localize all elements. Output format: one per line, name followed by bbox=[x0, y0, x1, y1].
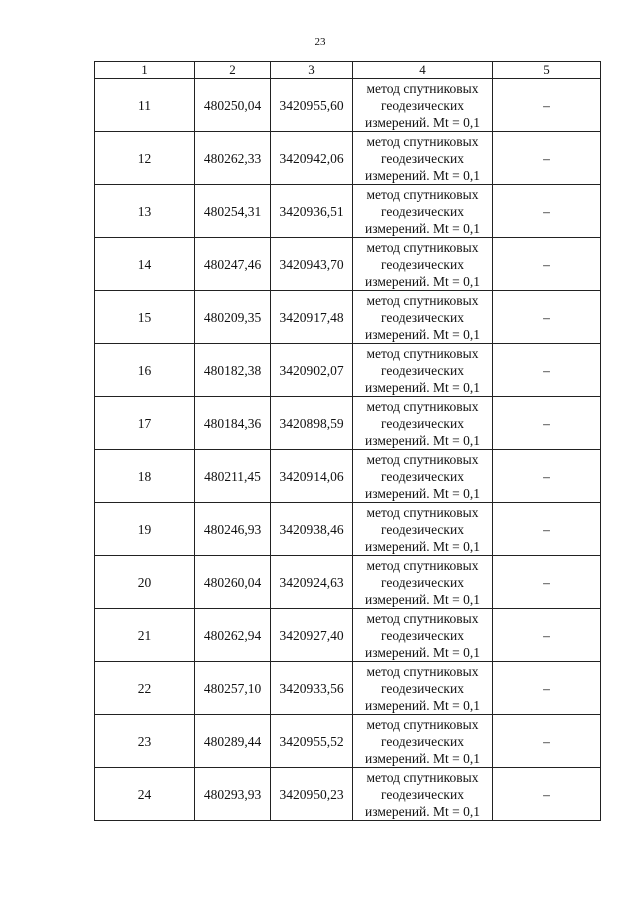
method-line-3: измерений. Mt = 0,1 bbox=[364, 220, 481, 236]
coordinate-x: 480262,94 bbox=[195, 609, 271, 662]
coordinate-y: 3420936,51 bbox=[271, 185, 353, 238]
table-row bbox=[95, 185, 601, 238]
column-5-value: – bbox=[493, 715, 601, 768]
method-line-3: измерений. Mt = 0,1 bbox=[364, 273, 481, 289]
coordinates-table bbox=[94, 61, 601, 821]
method-line-1: метод спутниковых bbox=[366, 663, 479, 679]
method-description bbox=[353, 397, 493, 450]
table-row bbox=[95, 503, 601, 556]
method-line-3: измерений. Mt = 0,1 bbox=[364, 167, 481, 183]
method-line-3: измерений. Mt = 0,1 bbox=[364, 750, 481, 766]
method-line-3: измерений. Mt = 0,1 bbox=[364, 379, 481, 395]
column-5-value: – bbox=[493, 238, 601, 291]
point-number: 13 bbox=[95, 185, 195, 238]
method-description bbox=[353, 450, 493, 503]
table-row bbox=[95, 768, 601, 821]
method-line-2: геодезических bbox=[381, 203, 464, 219]
header-row bbox=[95, 62, 601, 79]
method-description bbox=[353, 715, 493, 768]
table-row bbox=[95, 79, 601, 132]
point-number: 20 bbox=[95, 556, 195, 609]
coordinate-y: 3420938,46 bbox=[271, 503, 353, 556]
column-5-value: – bbox=[493, 397, 601, 450]
coordinate-x: 480209,35 bbox=[195, 291, 271, 344]
point-number: 23 bbox=[95, 715, 195, 768]
method-line-2: геодезических bbox=[381, 733, 464, 749]
coordinate-y: 3420917,48 bbox=[271, 291, 353, 344]
header-col-3: 3 bbox=[271, 62, 353, 79]
coordinate-x: 480182,38 bbox=[195, 344, 271, 397]
coordinate-x: 480247,46 bbox=[195, 238, 271, 291]
coordinate-x: 480262,33 bbox=[195, 132, 271, 185]
method-description bbox=[353, 662, 493, 715]
coordinate-y: 3420902,07 bbox=[271, 344, 353, 397]
header-col-2: 2 bbox=[195, 62, 271, 79]
method-line-2: геодезических bbox=[381, 309, 464, 325]
point-number: 12 bbox=[95, 132, 195, 185]
method-description bbox=[353, 556, 493, 609]
coordinate-x: 480250,04 bbox=[195, 79, 271, 132]
column-5-value: – bbox=[493, 185, 601, 238]
method-description bbox=[353, 291, 493, 344]
method-line-3: измерений. Mt = 0,1 bbox=[364, 326, 481, 342]
method-description bbox=[353, 344, 493, 397]
method-line-1: метод спутниковых bbox=[366, 239, 479, 255]
column-5-value: – bbox=[493, 132, 601, 185]
method-line-1: метод спутниковых bbox=[366, 610, 479, 626]
method-line-2: геодезических bbox=[381, 521, 464, 537]
method-description bbox=[353, 503, 493, 556]
method-line-3: измерений. Mt = 0,1 bbox=[364, 591, 481, 607]
method-description bbox=[353, 132, 493, 185]
point-number: 17 bbox=[95, 397, 195, 450]
column-5-value: – bbox=[493, 344, 601, 397]
column-5-value: – bbox=[493, 79, 601, 132]
table-row bbox=[95, 450, 601, 503]
table-row bbox=[95, 238, 601, 291]
coordinate-y: 3420955,60 bbox=[271, 79, 353, 132]
method-line-1: метод спутниковых bbox=[366, 398, 479, 414]
method-line-3: измерений. Mt = 0,1 bbox=[364, 697, 481, 713]
method-line-2: геодезических bbox=[381, 150, 464, 166]
column-5-value: – bbox=[493, 450, 601, 503]
header-col-5: 5 bbox=[493, 62, 601, 79]
column-5-value: – bbox=[493, 768, 601, 821]
method-line-1: метод спутниковых bbox=[366, 557, 479, 573]
point-number: 15 bbox=[95, 291, 195, 344]
point-number: 22 bbox=[95, 662, 195, 715]
point-number: 24 bbox=[95, 768, 195, 821]
coordinate-y: 3420898,59 bbox=[271, 397, 353, 450]
table-row bbox=[95, 556, 601, 609]
column-5-value: – bbox=[493, 609, 601, 662]
table-row bbox=[95, 132, 601, 185]
table-row bbox=[95, 397, 601, 450]
method-line-2: геодезических bbox=[381, 680, 464, 696]
method-line-1: метод спутниковых bbox=[366, 186, 479, 202]
table-header bbox=[95, 62, 601, 79]
table-body bbox=[95, 79, 601, 821]
method-line-3: измерений. Mt = 0,1 bbox=[364, 432, 481, 448]
method-description bbox=[353, 609, 493, 662]
header-col-4: 4 bbox=[353, 62, 493, 79]
method-line-3: измерений. Mt = 0,1 bbox=[364, 114, 481, 130]
header-col-1: 1 bbox=[95, 62, 195, 79]
method-line-2: геодезических bbox=[381, 786, 464, 802]
method-line-1: метод спутниковых bbox=[366, 292, 479, 308]
coordinate-x: 480260,04 bbox=[195, 556, 271, 609]
method-description bbox=[353, 79, 493, 132]
point-number: 16 bbox=[95, 344, 195, 397]
page-number: 23 bbox=[314, 36, 326, 48]
coordinate-y: 3420927,40 bbox=[271, 609, 353, 662]
method-line-1: метод спутниковых bbox=[366, 504, 479, 520]
method-description bbox=[353, 185, 493, 238]
point-number: 11 bbox=[95, 79, 195, 132]
method-line-1: метод спутниковых bbox=[366, 769, 479, 785]
coordinate-y: 3420955,52 bbox=[271, 715, 353, 768]
point-number: 19 bbox=[95, 503, 195, 556]
coordinate-x: 480246,93 bbox=[195, 503, 271, 556]
column-5-value: – bbox=[493, 662, 601, 715]
table-row bbox=[95, 715, 601, 768]
method-line-2: геодезических bbox=[381, 362, 464, 378]
method-line-1: метод спутниковых bbox=[366, 716, 479, 732]
coordinate-x: 480257,10 bbox=[195, 662, 271, 715]
method-line-1: метод спутниковых bbox=[366, 133, 479, 149]
method-line-1: метод спутниковых bbox=[366, 80, 479, 96]
method-line-3: измерений. Mt = 0,1 bbox=[364, 485, 481, 501]
method-line-1: метод спутниковых bbox=[366, 451, 479, 467]
coordinate-x: 480184,36 bbox=[195, 397, 271, 450]
method-line-3: измерений. Mt = 0,1 bbox=[364, 803, 481, 819]
coordinate-x: 480293,93 bbox=[195, 768, 271, 821]
point-number: 18 bbox=[95, 450, 195, 503]
method-line-1: метод спутниковых bbox=[366, 345, 479, 361]
coordinate-y: 3420924,63 bbox=[271, 556, 353, 609]
table-row bbox=[95, 291, 601, 344]
method-line-2: геодезических bbox=[381, 468, 464, 484]
table-row bbox=[95, 344, 601, 397]
coordinate-x: 480254,31 bbox=[195, 185, 271, 238]
coordinate-y: 3420950,23 bbox=[271, 768, 353, 821]
method-line-3: измерений. Mt = 0,1 bbox=[364, 538, 481, 554]
coordinate-x: 480289,44 bbox=[195, 715, 271, 768]
point-number: 14 bbox=[95, 238, 195, 291]
table-row bbox=[95, 662, 601, 715]
method-line-3: измерений. Mt = 0,1 bbox=[364, 644, 481, 660]
coordinate-y: 3420943,70 bbox=[271, 238, 353, 291]
method-description bbox=[353, 238, 493, 291]
column-5-value: – bbox=[493, 556, 601, 609]
method-description bbox=[353, 768, 493, 821]
coordinate-y: 3420942,06 bbox=[271, 132, 353, 185]
coordinate-y: 3420933,56 bbox=[271, 662, 353, 715]
coordinate-x: 480211,45 bbox=[195, 450, 271, 503]
method-line-2: геодезических bbox=[381, 256, 464, 272]
method-line-2: геодезических bbox=[381, 574, 464, 590]
point-number: 21 bbox=[95, 609, 195, 662]
coordinate-y: 3420914,06 bbox=[271, 450, 353, 503]
method-line-2: геодезических bbox=[381, 97, 464, 113]
method-line-2: геодезических bbox=[381, 415, 464, 431]
method-line-2: геодезических bbox=[381, 627, 464, 643]
column-5-value: – bbox=[493, 291, 601, 344]
column-5-value: – bbox=[493, 503, 601, 556]
table-row bbox=[95, 609, 601, 662]
